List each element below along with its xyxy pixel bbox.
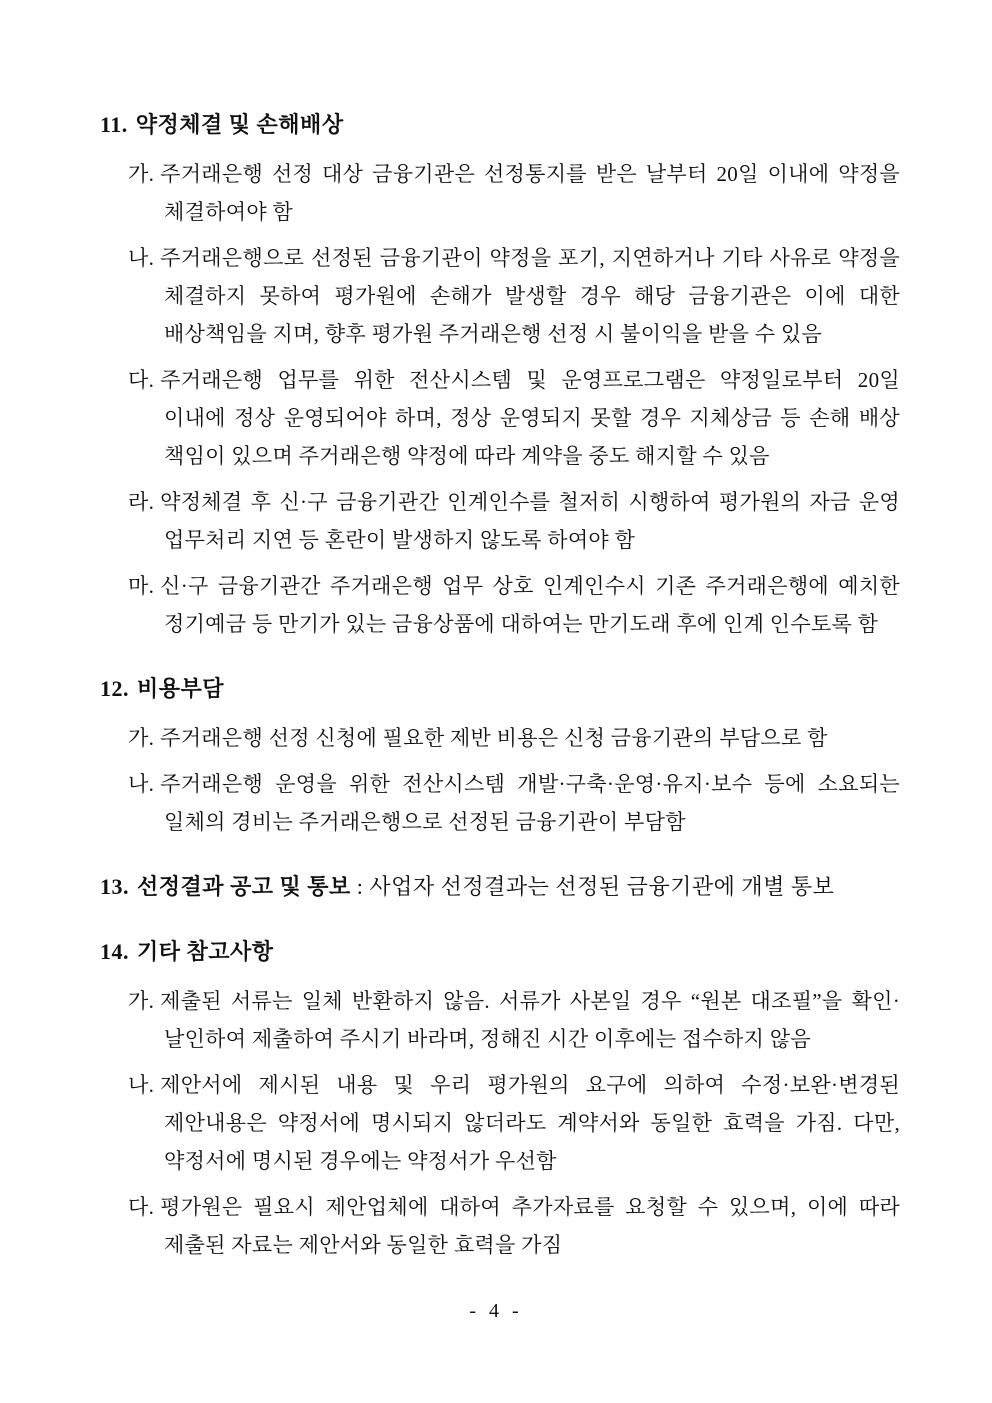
item-text: 평가원은 필요시 제안업체에 대하여 추가자료를 요청할 수 있으며, 이에 따라 제출된 자료는 제안서와 동일한 효력을 가짐 — [160, 1195, 900, 1257]
section-number: 12. — [100, 676, 129, 701]
list-item — [100, 982, 900, 1058]
section-agreement-and-damages — [100, 106, 900, 643]
item-label: 나. — [128, 246, 155, 270]
list-item — [100, 719, 900, 757]
item-text: 주거래은행 업무를 위한 전산시스템 및 운영프로그램은 약정일로부터 20일 이내에 정상 운영되어야 하며, 정상 운영되지 못할 경우 지체상금 등 손해 배상 책임이 있으며 주거래은행 약정에 따라 계약을 중도 해지할 수 있음 — [160, 368, 900, 468]
section-result-notice — [100, 868, 900, 906]
item-text: 제안서에 제시된 내용 및 우리 평가원의 요구에 의하여 수정·보완·변경된 제안내용은 약정서에 명시되지 않더라도 계약서와 동일한 효력을 가짐. 다만, 약정서에 명시된 경우에는 약정서가 우선함 — [160, 1073, 900, 1173]
item-text: 신·구 금융기관간 주거래은행 업무 상호 인계인수시 기존 주거래은행에 예치한 정기예금 등 만기가 있는 금융상품에 대하여는 만기도래 후에 인계 인수토록 함 — [160, 574, 900, 636]
section-title: 선정결과 공고 및 통보 — [137, 874, 351, 899]
section-title: 기타 참고사항 — [137, 939, 274, 964]
item-label: 라. — [128, 490, 155, 514]
item-label: 가. — [128, 726, 155, 750]
section-number: 14. — [100, 939, 129, 964]
list-item — [100, 239, 900, 353]
item-text: 주거래은행 운영을 위한 전산시스템 개발·구축·운영·유지·보수 등에 소요되는 일체의 경비는 주거래은행으로 선정된 금융기관이 부담함 — [160, 772, 900, 834]
item-text: 주거래은행 선정 신청에 필요한 제반 비용은 신청 금융기관의 부담으로 함 — [160, 726, 828, 750]
section-cost-burden — [100, 670, 900, 841]
item-label: 나. — [128, 1073, 155, 1097]
section-title: 약정체결 및 손해배상 — [135, 112, 344, 137]
section-title: 비용부담 — [137, 676, 225, 701]
list-item — [100, 567, 900, 643]
item-label: 다. — [128, 1195, 155, 1219]
page-number: - 4 - — [469, 1300, 523, 1322]
item-text: 제출된 서류는 일체 반환하지 않음. 서류가 사본일 경우 “원본 대조필”을 확인·날인하여 제출하여 주시기 바라며, 정해진 시간 이후에는 접수하지 않음 — [160, 989, 900, 1051]
section-other-notes — [100, 933, 900, 1264]
list-item — [100, 361, 900, 475]
list-item — [100, 155, 900, 231]
section-number: 13. — [100, 874, 129, 899]
item-label: 나. — [128, 772, 155, 796]
list-item — [100, 1066, 900, 1180]
section-heading — [100, 106, 900, 144]
item-label: 가. — [128, 162, 155, 186]
list-item — [100, 1188, 900, 1264]
item-label: 다. — [128, 368, 155, 392]
item-text: 약정체결 후 신·구 금융기관간 인계인수를 철저히 시행하여 평가원의 자금 운영 업무처리 지연 등 혼란이 발생하지 않도록 하여야 함 — [160, 490, 900, 552]
section-title-suffix: : 사업자 선정결과는 선정된 금융기관에 개별 통보 — [350, 874, 835, 899]
list-item — [100, 483, 900, 559]
list-item — [100, 765, 900, 841]
item-text: 주거래은행 선정 대상 금융기관은 선정통지를 받은 날부터 20일 이내에 약정을 체결하여야 함 — [160, 162, 900, 224]
section-heading — [100, 933, 900, 971]
item-text: 주거래은행으로 선정된 금융기관이 약정을 포기, 지연하거나 기타 사유로 약정을 체결하지 못하여 평가원에 손해가 발생할 경우 해당 금융기관은 이에 대한 배상책임을 지며, 향후 평가원 주거래은행 선정 시 불이익을 받을 수 있음 — [160, 246, 900, 346]
section-heading — [100, 868, 900, 906]
item-label: 마. — [128, 574, 155, 598]
section-number: 11. — [100, 112, 128, 137]
section-heading — [100, 670, 900, 708]
item-label: 가. — [128, 989, 155, 1013]
